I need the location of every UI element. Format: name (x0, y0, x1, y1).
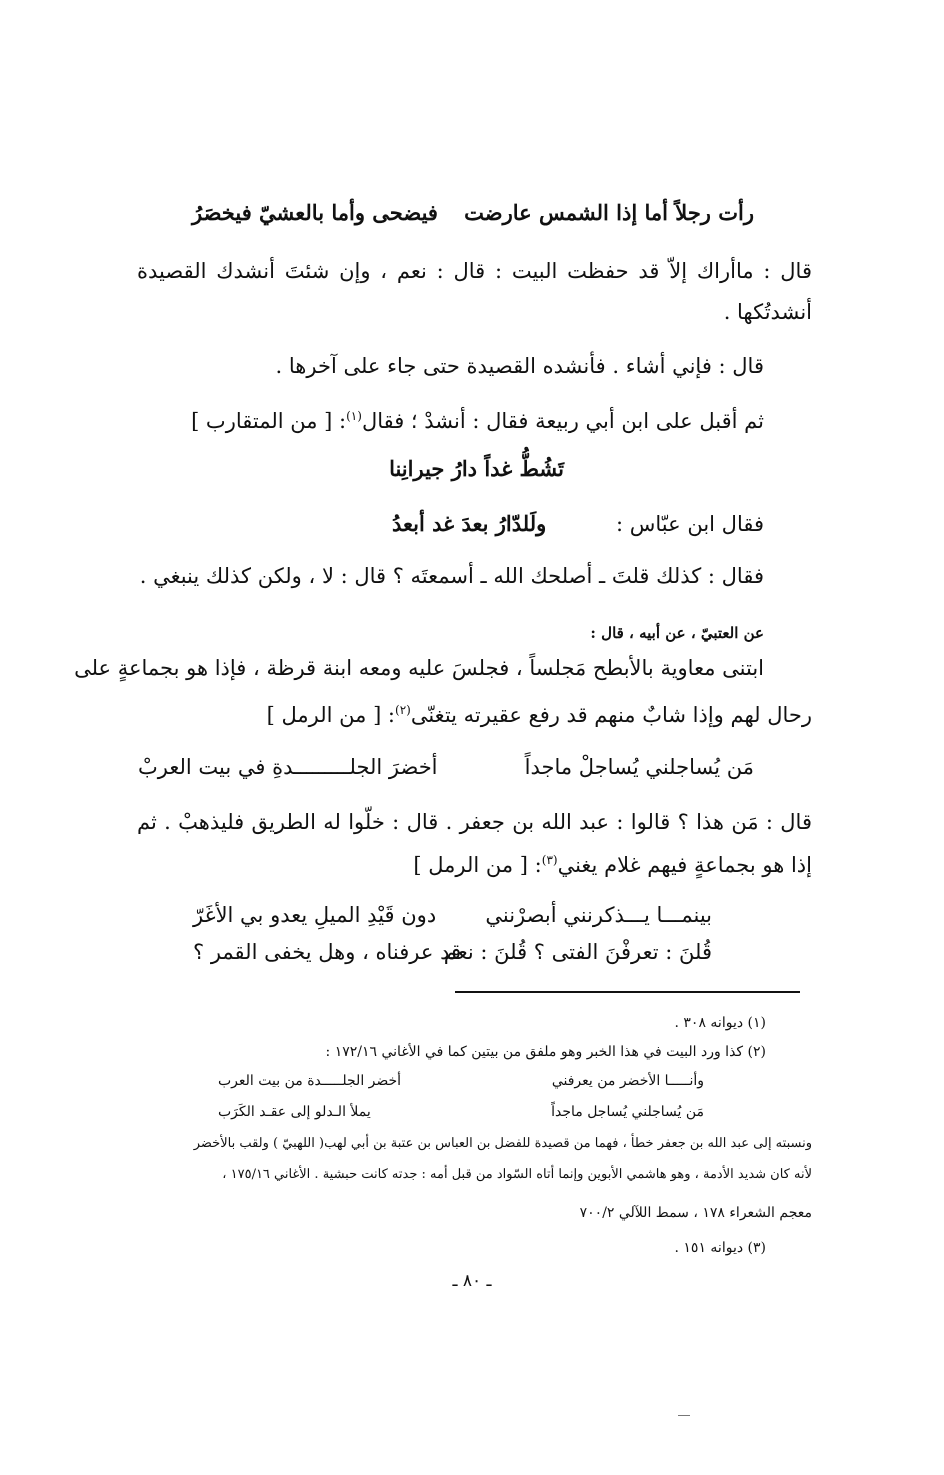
paragraph3-text: ثم أقبل على ابن أبي ربيعة فقال : أنشدْ ؛ فقال (361, 409, 764, 433)
footnote-2-verse-a-first: وأنـــــا الأخضر من يعرفني (551, 1073, 704, 1089)
paragraph4-label: فقال ابن عبّاس : (616, 512, 764, 536)
paragraph1-line2: أنشدتُكها . (723, 300, 812, 324)
paragraph1-line1: قال : ماأراك إلاّ قد حفظت البيت : قال : نعم ، وإن شئتَ أنشدك القصيدة (137, 259, 812, 283)
footnote-ref-2: (٢) (395, 703, 411, 717)
page-number: ـ ٨٠ ـ (452, 1271, 492, 1291)
footnote-2-line1: ونسبته إلى عبد الله بن جعفر خطأ ، فهما من قصيدة للفضل بن العباس بن عتبة بن أبي لهب( اللهبيّ ) ولقب بالأخضر (193, 1136, 812, 1151)
footnote-ref-1: (١) (346, 409, 362, 423)
paragraph6-meter: : [ من الرمل ] (266, 703, 396, 727)
footnote-rule (455, 991, 800, 993)
paragraph6-line1: ابتنى معاوية بالأبطح مَجلساً ، فجلسَ عليه ومعه ابنة قرظة ، فإذا هو بجماعةٍ على (74, 656, 764, 680)
verse4a-second-hemistich: دون قَيْدِ الميلِ يعدو بي الأغَرّ (193, 903, 437, 927)
source-line: عن العتبيّ ، عن أبيه ، قال : (590, 624, 764, 642)
paragraph7-line1: قال : مَن هذا ؟ قالوا : عبد الله بن جعفر . قال : خلّوا له الطريق فليذهبْ . ثم (137, 810, 812, 834)
verse1-second-hemistich: فيضحى وأما بالعشيّ فيخصَرُ (192, 200, 438, 225)
verse3-first-hemistich: مَن يُساجلني يُساجلْ ماجداً (524, 755, 754, 779)
footnote-1: (١) ديوانه ٣٠٨ . (674, 1015, 766, 1031)
scan-mark (678, 1415, 690, 1416)
footnote-2-verse-b-second: يملأ الـدلو إلى عقـد الكَرَب (218, 1104, 371, 1120)
paragraph7-line2 (413, 845, 812, 880)
verse4b-second-hemistich: قد عرفناه ، وهل يخفى القمر ؟ (193, 940, 462, 964)
verse2: تَشُطُّ غداً دارُ جيرانِنا (389, 456, 564, 481)
paragraph3-meter: : [ من المتقارب ] (191, 409, 347, 433)
paragraph6-line2 (267, 695, 812, 730)
footnote-2-verse-a-second: أخضر الجلـــــدة من بيت العرب (218, 1073, 402, 1089)
verse4a-first-hemistich: بينمـــا يـــذكرنني أبصرْنني (485, 903, 712, 927)
footnote-2-verse-b-first: مَن يُساجلني يُساجل ماجداً (551, 1104, 704, 1120)
footnote-2: (٢) كذا ورد البيت في هذا الخبر وهو ملفق من بيتين كما في الأغاني ١٧٢/١٦ : (325, 1044, 766, 1060)
footnote-3: (٣) ديوانه ١٥١ . (674, 1240, 766, 1256)
paragraph7-text: إذا هو بجماعةٍ فيهم غلام يغني (557, 853, 812, 877)
paragraph4-verse: ولَلدّارُ بعدَ غد أبعدُ (392, 511, 547, 536)
paragraph3 (191, 401, 764, 436)
verse3-second-hemistich: أخضرَ الجلـــــــــدةِ في بيت العربْ (138, 755, 438, 779)
paragraph5: فقال : كذلك قلتَ ـ أصلحك الله ـ أسمعتَه ؟ قال : لا ، ولكن كذلك ينبغي . (139, 564, 764, 588)
footnote-ref-3: (٣) (541, 853, 558, 867)
verse4b-first-hemistich: قُلنَ : تعرفْنَ الفتى ؟ قُلنَ : نعم (443, 940, 712, 964)
footnote-2-line3: معجم الشعراء ١٧٨ ، سمط اللآلي ٧٠٠/٢ (579, 1205, 812, 1221)
paragraph2: قال : فإني أشاء . فأنشده القصيدة حتى جاء على آخرها . (275, 354, 764, 378)
verse1-first-hemistich: رأت رجلاً أما إذا الشمس عارضت (464, 200, 754, 225)
paragraph6-text: رحال لهم وإذا شابٌ منهم قد رفع عقيرته يتغنّى (410, 703, 812, 727)
footnote-2-line2: لأنه كان شديد الأدمة ، وهو هاشمي الأبوين وإنما أتاه السّواد من قبل أمه : جدته كانت حبشية . الأغاني ١٧٥/١٦ ، (222, 1167, 812, 1182)
paragraph7-meter: : [ من الرمل ] (413, 853, 542, 877)
